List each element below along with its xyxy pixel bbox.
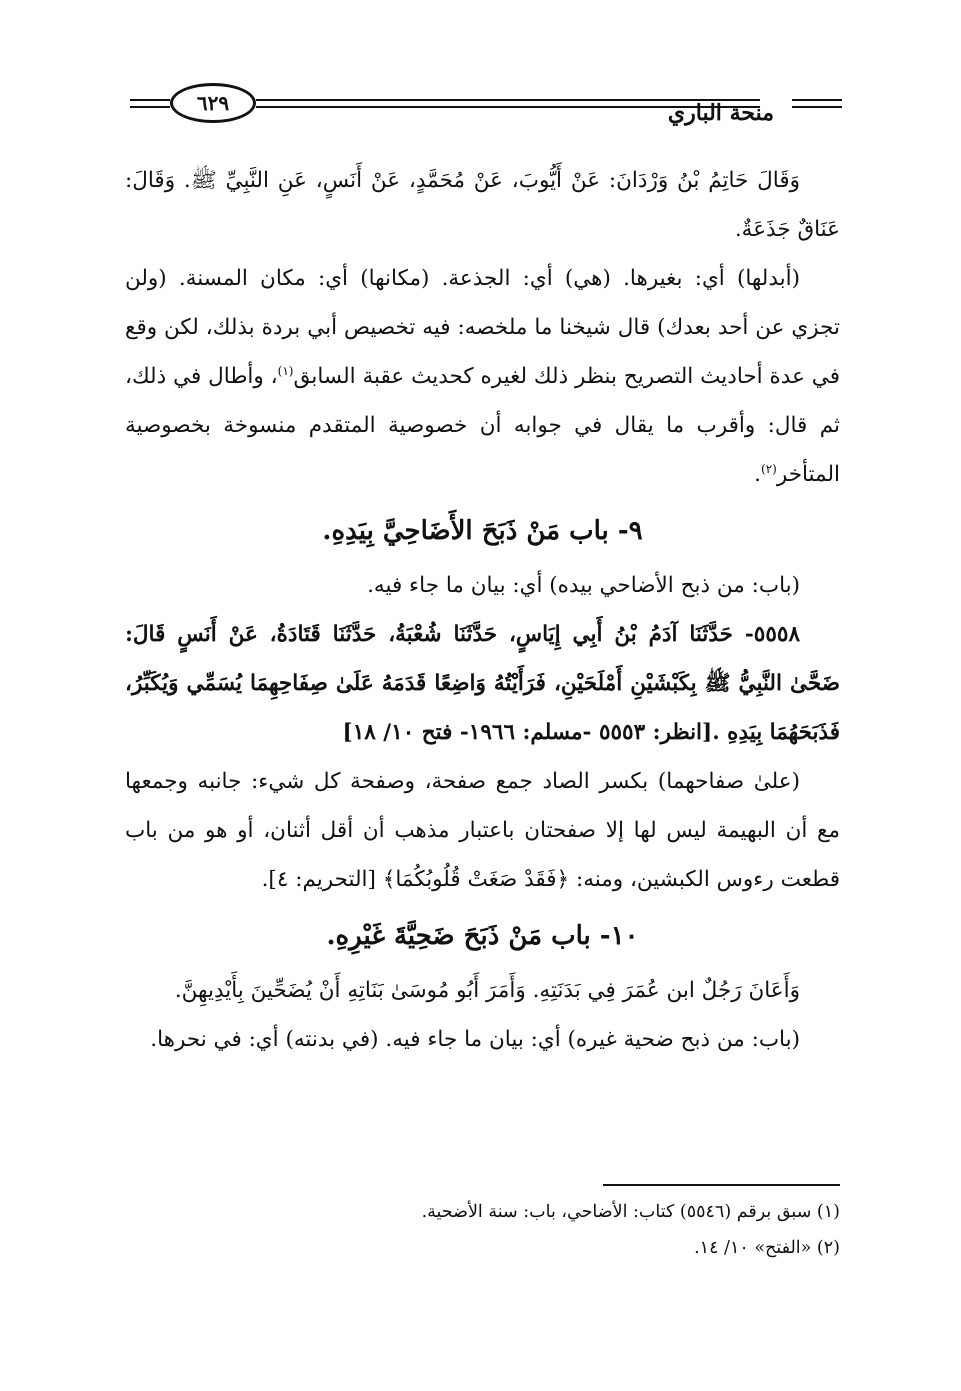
paragraph-commentary-2: (علىٰ صفاحهما) بكسر الصاد جمع صفحة، وصفحة كل شيء: جانبه وجمعها مع أن البهيمة ليس لها إلا صفحتان باعتبار مذهب أن أقل أثنان، أو هو من باب قطعت رءوس الكبشين، ومنه: ﴿فَقَدْ صَغَتْ قُلُوبُكُمَا﴾ [التحريم: ٤]. bbox=[125, 769, 840, 892]
header-rule-right-top bbox=[792, 99, 842, 101]
commentary-text-end: . bbox=[754, 462, 762, 487]
paragraph-commentary-1 bbox=[125, 254, 840, 499]
page-header bbox=[130, 78, 842, 128]
header-rule-right-bottom bbox=[792, 106, 842, 108]
hadith-5558: ٥٥٥٨- حَدَّثَنَا آدَمُ بْنُ أَبِي إِيَاسٍ، حَدَّثَنَا شُعْبَةُ، حَدَّثَنَا قَتَادَةُ، عَنْ أَنَسٍ قَالَ: ضَحَّىٰ النَّبِيُّ ﷺ بِكَبْشَيْنِ أَمْلَحَيْنِ، فَرَأَيْتُهُ وَاضِعًا قَدَمَهُ عَلَىٰ صِفَاحِهِمَا يُسَمِّي وَيُكَبِّرُ، فَذَبَحَهُمَا بِيَدِهِ .[انظر: ٥٥٥٣ -مسلم: ١٩٦٦- فتح ١٠/ ١٨] bbox=[125, 622, 840, 745]
chapter-heading-10: ١٠- باب مَنْ ذَبَحَ ضَحِيَّةَ غَيْرِهِ. bbox=[326, 921, 639, 951]
footnote-separator bbox=[603, 1184, 840, 1186]
commentary-text-2: ، وأطال في ذلك، ثم قال: وأقرب ما يقال في جوابه أن خصوصية المتقدم منسوخة بخصوصية المتأخر bbox=[125, 364, 840, 487]
book-title: منحة الباري bbox=[667, 100, 774, 126]
page-number: ٦٢٩ bbox=[170, 83, 256, 123]
header-rule-left-bottom bbox=[130, 106, 170, 108]
footnote-2: (٢) «الفتح» ١٠/ ١٤. bbox=[694, 1238, 840, 1258]
paragraph-chapter-9-note: (باب: من ذبح الأضاحي بيده) أي: بيان ما جاء فيه. bbox=[367, 573, 800, 598]
header-rule-left-top bbox=[130, 99, 170, 101]
footnote-1: (١) سبق برقم (٥٥٤٦) كتاب: الأضاحي، باب: سنة الأضحية. bbox=[421, 1202, 840, 1222]
paragraph-chapter-10-note: (باب: من ذبح ضحية غيره) أي: بيان ما جاء فيه. (في بدنته) أي: في نحرها. bbox=[150, 1027, 800, 1052]
chapter-heading-9: ٩- باب مَنْ ذَبَحَ الأَضَاحِيَّ بِيَدِهِ. bbox=[322, 516, 643, 546]
footnote-ref-2[interactable]: (٢) bbox=[761, 461, 777, 476]
paragraph-chapter-10-text: وَأَعَانَ رَجُلٌ ابن عُمَرَ فِي بَدَنَتِهِ. وَأَمَرَ أَبُو مُوسَىٰ بَنَاتِهِ أَنْ يُضَحِّينَ بِأَيْدِيهِنَّ. bbox=[174, 978, 800, 1003]
footnotes bbox=[125, 1194, 840, 1266]
paragraph-narration: وَقَالَ حَاتِمُ بْنُ وَرْدَانَ: عَنْ أَيُّوبَ، عَنْ مُحَمَّدٍ، عَنْ أَنَسٍ، عَنِ النَّبِيِّ ﷺ. وَقَالَ: عَنَاقٌ جَذَعَةٌ. bbox=[125, 168, 840, 242]
footnote-ref-1[interactable]: (١) bbox=[277, 363, 294, 378]
commentary-text-1: (أبدلها) أي: بغيرها. (هي) أي: الجذعة. (مكانها) أي: مكان المسنة. (ولن تجزي عن أحد بعدك) قال شيخنا ما ملخصه: فيه تخصيص أبي بردة بذلك، لكن وقع في عدة أحاديث التصريح بنظر ذلك لغيره كحديث عقبة السابق bbox=[125, 266, 840, 389]
main-text bbox=[125, 156, 840, 1064]
